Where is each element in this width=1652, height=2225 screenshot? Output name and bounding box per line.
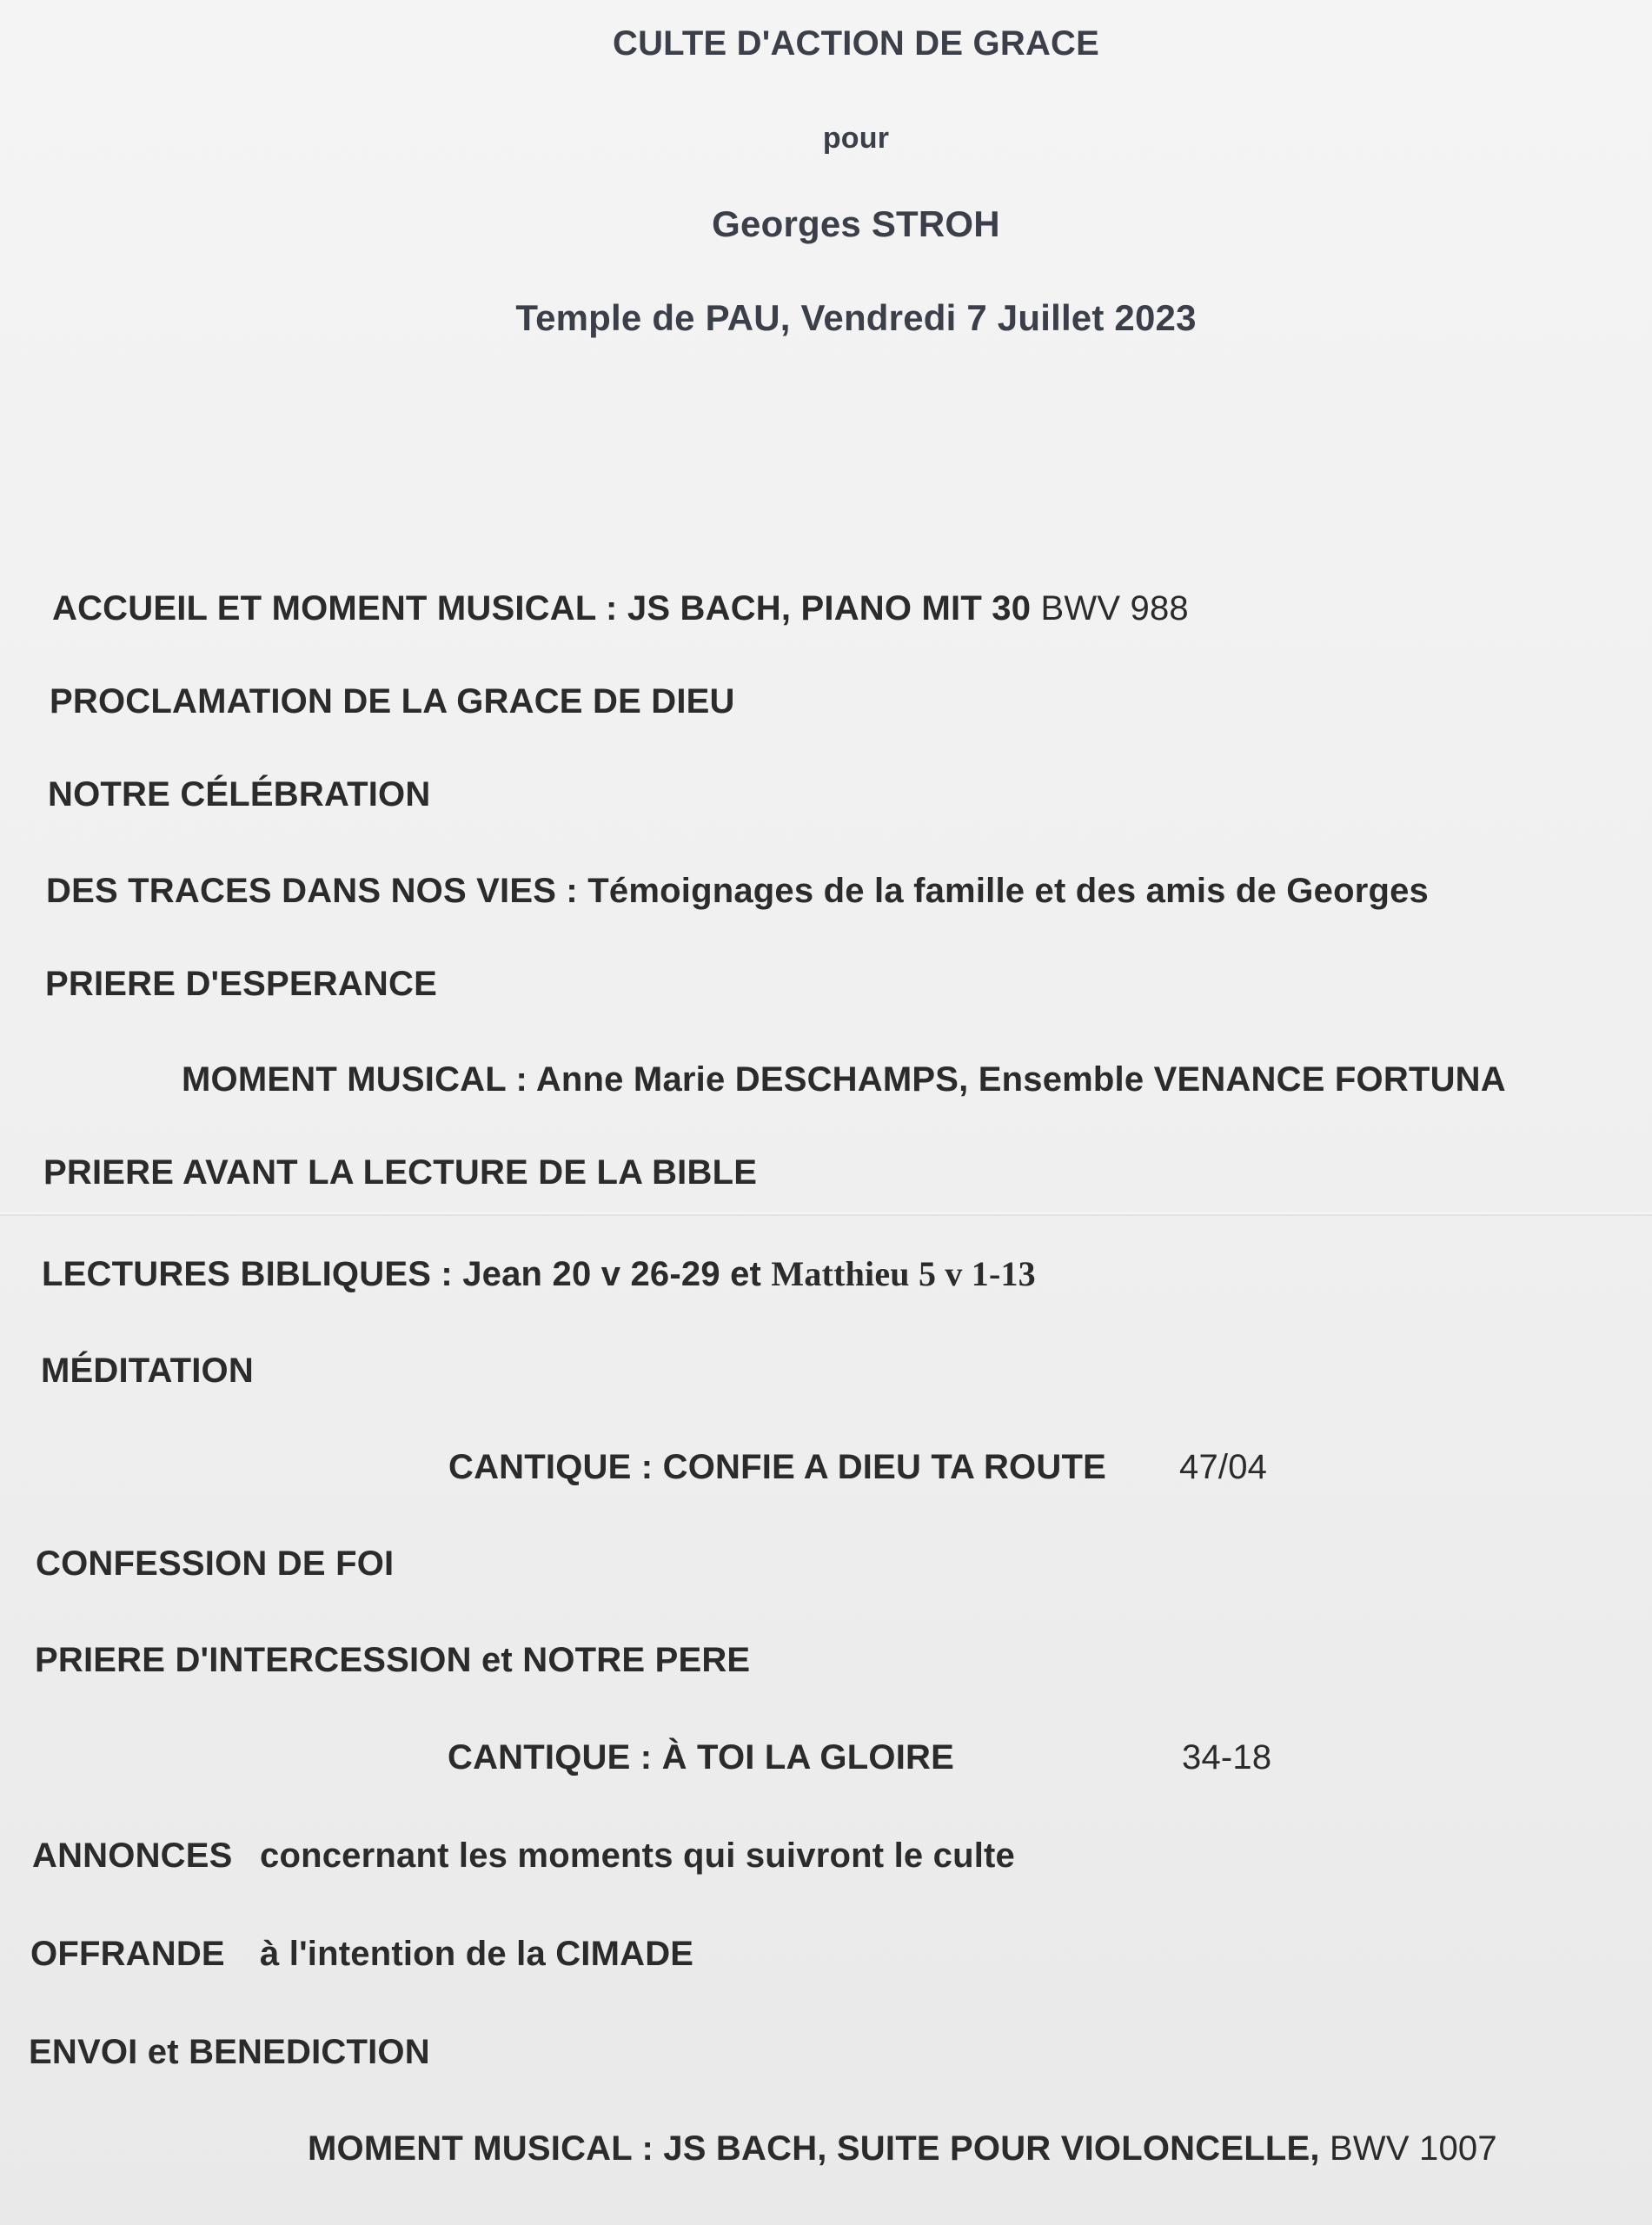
item-offrande: OFFRANDE: [30, 1935, 225, 1973]
item-accueil-label: ACCUEIL ET MOMENT MUSICAL : JS BACH, PIANO MIT 30: [52, 589, 1032, 628]
item-moment-musical-2: [308, 2129, 1497, 2169]
item-cantique-2-number: 34-18: [1182, 1738, 1272, 1777]
item-annonces-detail: concernant les moments qui suivront le culte: [260, 1836, 1015, 1875]
item-accueil: [52, 589, 1189, 628]
item-priere-esperance: PRIERE D'ESPERANCE: [45, 965, 437, 1003]
item-proclamation: PROCLAMATION DE LA GRACE DE DIEU: [50, 682, 735, 721]
item-moment-musical-1: MOMENT MUSICAL : Anne Marie DESCHAMPS, Ensemble VENANCE FORTUNA: [182, 1060, 1506, 1099]
item-lectures-label: LECTURES BIBLIQUES : Jean 20 v 26-29 et: [42, 1255, 762, 1293]
item-annonces: [32, 1836, 233, 1876]
item-accueil-detail: BWV 988: [1040, 589, 1189, 628]
item-cantique-1: CANTIQUE : CONFIE A DIEU TA ROUTE: [448, 1448, 1106, 1486]
item-moment-musical-2-detail: BWV 1007: [1330, 2129, 1497, 2168]
item-moment-musical-2-label: MOMENT MUSICAL : JS BACH, SUITE POUR VIOLONCELLE,: [308, 2129, 1320, 2168]
paper-fold-line: [0, 1212, 1652, 1216]
item-cantique-1-number: 47/04: [1179, 1448, 1268, 1486]
item-confession: CONFESSION DE FOI: [36, 1544, 395, 1583]
item-offrande-detail: à l'intention de la CIMADE: [260, 1935, 694, 1973]
place-and-date: Temple de PAU, Vendredi 7 Juillet 2023: [515, 297, 1197, 338]
item-priere-lecture: PRIERE AVANT LA LECTURE DE LA BIBLE: [43, 1153, 758, 1192]
deceased-name: Georges STROH: [712, 203, 1000, 244]
item-lectures-detail: Matthieu 5 v 1-13: [771, 1254, 1036, 1293]
item-annonces-label: ANNONCES: [32, 1836, 233, 1875]
item-cantique-2: CANTIQUE : À TOI LA GLOIRE: [448, 1738, 954, 1777]
item-lectures: [42, 1253, 1036, 1294]
item-intercession: PRIERE D'INTERCESSION et NOTRE PERE: [35, 1641, 751, 1679]
item-meditation: MÉDITATION: [41, 1352, 254, 1390]
item-celebration: NOTRE CÉLÉBRATION: [48, 775, 431, 814]
item-envoi: ENVOI et BENEDICTION: [29, 2033, 430, 2071]
program-title: CULTE D'ACTION DE GRACE: [612, 24, 1100, 63]
program-pour: pour: [822, 122, 890, 155]
item-traces: DES TRACES DANS NOS VIES : Témoignages de la famille et des amis de Georges: [46, 872, 1429, 910]
